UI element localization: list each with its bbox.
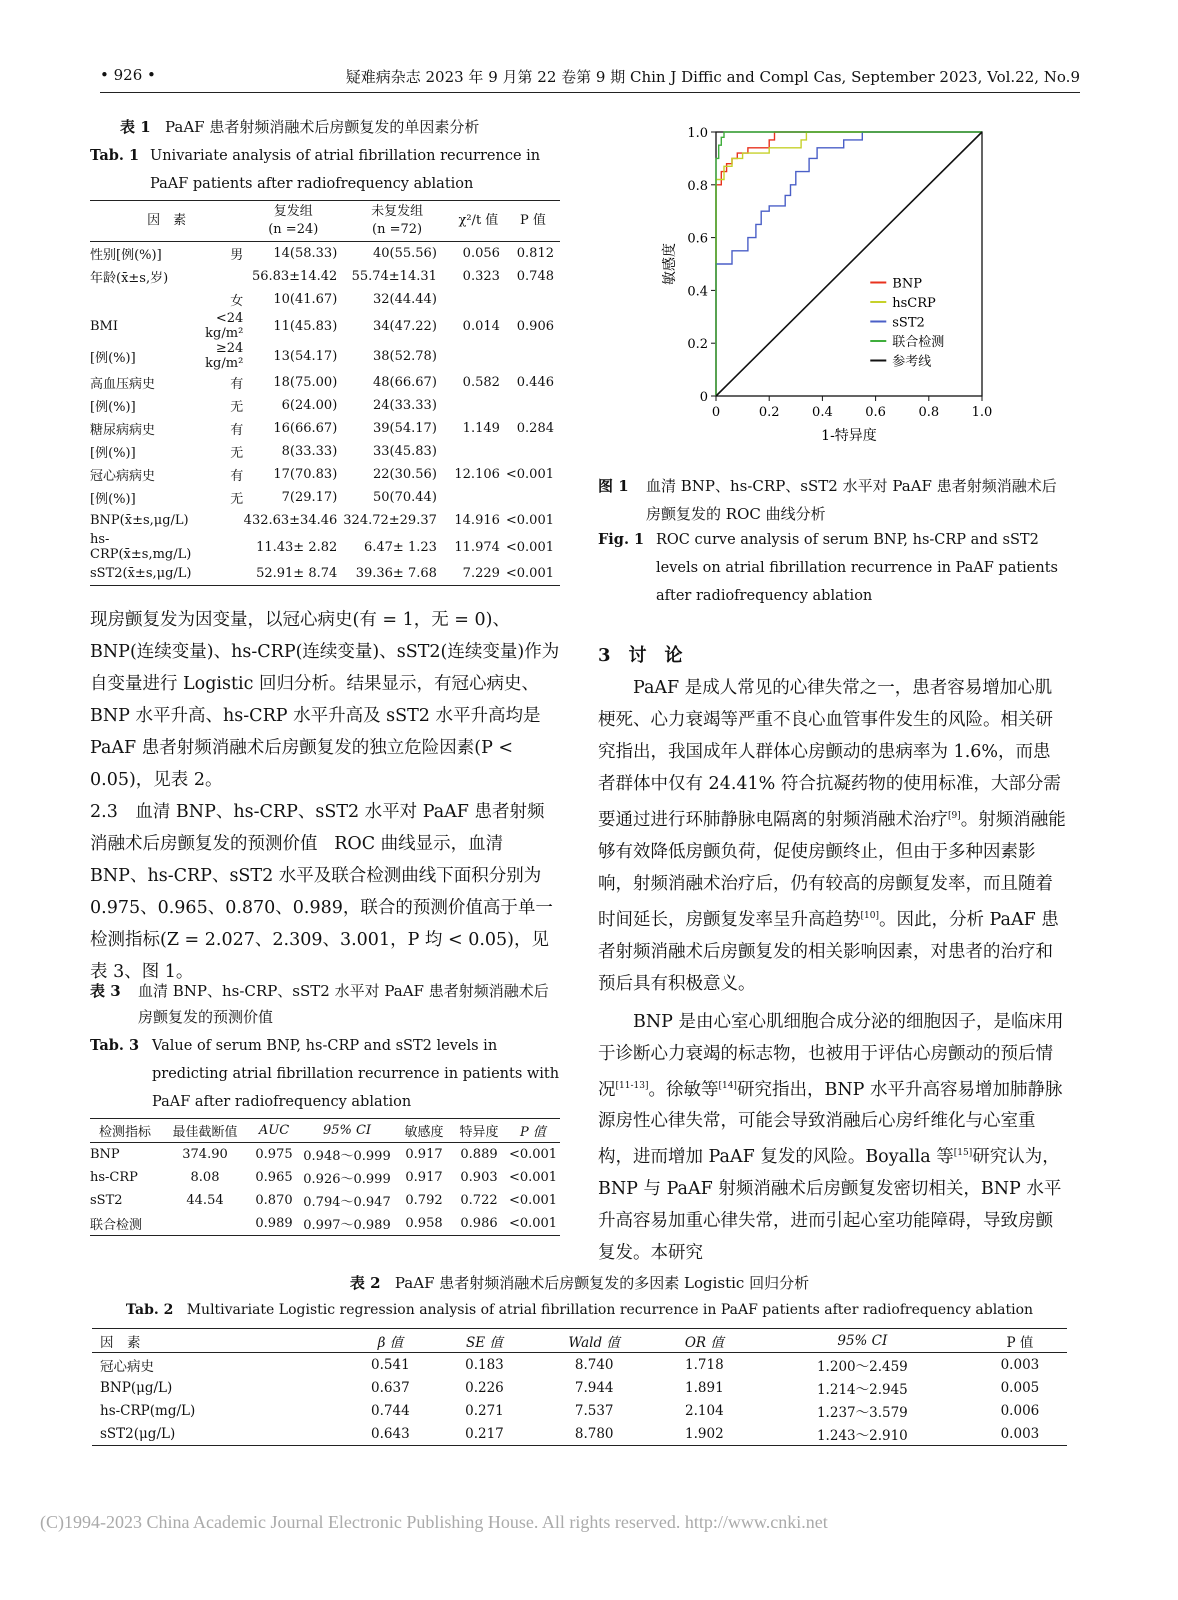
y-tick-label: 1.0 bbox=[687, 126, 708, 141]
table1-title-zh: PaAF 患者射频消融术后房颤复发的单因素分析 bbox=[164, 118, 480, 136]
y-tick-label: 0.2 bbox=[687, 337, 708, 353]
table-cell: [例(%)] bbox=[90, 446, 136, 461]
table-header-cell: Wald 值 bbox=[568, 1334, 620, 1351]
figure1-caption-zh bbox=[598, 472, 1068, 528]
table-cell: 0.183 bbox=[465, 1356, 504, 1373]
table-row bbox=[90, 394, 560, 417]
table3-label-en: Tab. 3 bbox=[90, 1037, 140, 1054]
section-2-3-heading: 2.3 血清 BNP、hs-CRP、sST2 水平对 PaAF 患者射频消融术后房颤复发的预测价值 bbox=[90, 802, 545, 854]
table3-title-en: Value of serum BNP, hs-CRP and sST2 levels in predicting atrial fibrillation recurrence in patients with PaAF after radiofrequency ablation bbox=[152, 1038, 560, 1110]
table-row bbox=[90, 288, 560, 311]
table-row bbox=[90, 311, 560, 341]
table-cell: hs-CRP(x̄±s,mg/L) bbox=[90, 532, 192, 562]
table2 bbox=[92, 1328, 1067, 1446]
table3-body bbox=[90, 1143, 560, 1236]
table-cell: 0.284 bbox=[516, 421, 554, 436]
table3-title-zh: 血清 BNP、hs-CRP、sST2 水平对 PaAF 患者射频消融术后房颤复发的预测价值 bbox=[138, 982, 549, 1026]
table-cell: [例(%)] bbox=[90, 350, 136, 366]
legend-label: hsCRP bbox=[892, 295, 936, 311]
discussion-paragraph-2 bbox=[598, 1006, 1068, 1270]
table-cell: 0.748 bbox=[516, 269, 554, 284]
table-cell: 12.106 bbox=[454, 467, 500, 482]
table-row bbox=[92, 1422, 1067, 1446]
table-row bbox=[90, 532, 560, 562]
table-cell: hs-CRP bbox=[90, 1170, 138, 1185]
table2-title-en: Multivariate Logistic regression analysis of atrial fibrillation recurrence in PaAF patients after radiofrequency ablation bbox=[186, 1302, 1034, 1318]
table-header-cell: P 值 bbox=[520, 1125, 546, 1140]
table-cell: 0.906 bbox=[516, 318, 554, 334]
table-cell: 432.63±34.46 bbox=[243, 513, 338, 528]
y-tick-label: 0.4 bbox=[687, 284, 708, 300]
table-cell: 高血压病史 bbox=[90, 377, 156, 392]
table-cell: 1.200～2.459 bbox=[816, 1358, 908, 1375]
table-cell: [例(%)] bbox=[90, 492, 136, 507]
t1-head-p: P 值 bbox=[520, 213, 546, 228]
table-cell: 0.997～0.989 bbox=[303, 1218, 391, 1233]
table-cell: 16(66.67) bbox=[273, 421, 338, 436]
table-cell bbox=[506, 288, 560, 311]
disc-p2-b: 。徐敏等 bbox=[648, 1079, 719, 1100]
t1-head-non-n: (n =72) bbox=[372, 222, 423, 237]
legend-label: BNP bbox=[892, 276, 922, 292]
table-cell: 8(33.33) bbox=[281, 444, 338, 459]
table-cell: 2.104 bbox=[685, 1402, 724, 1419]
table-cell bbox=[451, 288, 506, 311]
table-row bbox=[90, 242, 560, 266]
table-cell: 24(33.33) bbox=[372, 398, 437, 413]
table-cell: 0.226 bbox=[465, 1379, 504, 1396]
roc-series-4 bbox=[716, 132, 982, 396]
table-cell: <0.001 bbox=[505, 566, 554, 581]
table-cell bbox=[506, 394, 560, 417]
table2-caption-en bbox=[92, 1296, 1067, 1324]
table-row bbox=[90, 562, 560, 586]
table-row bbox=[92, 1353, 1067, 1377]
table-row bbox=[92, 1399, 1067, 1422]
section-3-heading: 3 讨 论 bbox=[598, 645, 683, 666]
table-cell: 6(24.00) bbox=[281, 398, 338, 413]
table-cell: 有 bbox=[230, 423, 244, 438]
table-cell: 0.271 bbox=[465, 1402, 504, 1419]
copyright-footer: (C)1994-2023 China Academic Journal Electronic Publishing House. All rights reserved. http://www.cnki.net bbox=[40, 1512, 828, 1532]
table-cell bbox=[197, 509, 244, 532]
table-cell: 8.08 bbox=[190, 1170, 220, 1185]
left-text bbox=[90, 604, 560, 988]
table-cell: 1.891 bbox=[685, 1379, 724, 1396]
y-axis-label: 敏感度 bbox=[662, 243, 678, 285]
table-cell: 1.237～3.579 bbox=[816, 1404, 908, 1421]
disc-p1-a: PaAF 是成人常见的心律失常之一，患者容易增加心肌梗死、心力衰竭等严重不良心血管事件发生的风险。相关研究指出，我国成年人群体心房颤动的患病率为 1.6%，而患者群体中仅有 24.41% 符合抗凝药物的使用标准，大部分需要通过进行环肺静脉电隔离的射频消融术治疗 bbox=[598, 678, 1061, 830]
table-cell: 11(45.83) bbox=[273, 318, 338, 334]
table-header-cell: 95% CI bbox=[322, 1123, 372, 1138]
table-cell: 7.944 bbox=[574, 1379, 614, 1396]
table-cell: 有 bbox=[230, 377, 244, 392]
table-cell: 33(45.83) bbox=[372, 444, 437, 459]
table-cell: 14.916 bbox=[454, 513, 500, 528]
table-cell bbox=[197, 265, 244, 288]
table-cell: 11.974 bbox=[454, 539, 500, 555]
table-cell: 0.917 bbox=[405, 1147, 443, 1162]
running-header bbox=[100, 66, 1080, 90]
table3-caption-zh bbox=[90, 978, 560, 1030]
table-cell: 13(54.17) bbox=[273, 348, 338, 364]
table1-body bbox=[90, 242, 560, 586]
y-tick-label: 0 bbox=[699, 390, 708, 405]
table1-title-en: Univariate analysis of atrial fibrillation recurrence in PaAF patients after radiofrequency ablation bbox=[150, 148, 541, 192]
table-cell: 女 bbox=[230, 294, 244, 309]
table-cell: 0.744 bbox=[371, 1402, 410, 1419]
table-header-cell: 95% CI bbox=[837, 1332, 888, 1349]
ref-9: [9] bbox=[948, 811, 961, 821]
disc-p2-c: 研究指出，BNP 水平升高容易增加肺静脉源房性心律失常，可能会导致消融后心房纤维化与心室重构，进而增加 PaAF 复发的风险。Boyalla 等 bbox=[598, 1079, 1063, 1168]
table3-caption-en bbox=[90, 1032, 560, 1116]
table3 bbox=[90, 1118, 560, 1236]
table-cell: 1.214～2.945 bbox=[816, 1381, 908, 1398]
table-cell: 0.003 bbox=[1000, 1356, 1040, 1373]
table-header-cell: 特异度 bbox=[459, 1125, 499, 1140]
table-cell bbox=[451, 394, 506, 417]
table-cell: 39(54.17) bbox=[372, 421, 437, 436]
disc-p1-b: 。射频消融能够有效降低房颤负荷，促使房颤终止，但由于多种因素影响，射频消融术治疗后，仍有较高的房颤复发率，而且随着时间延长，房颤复发率呈升高趋势 bbox=[598, 809, 1066, 930]
x-tick-label: 0 bbox=[711, 405, 721, 420]
figure1-caption-en bbox=[598, 526, 1068, 610]
table-cell: 1.902 bbox=[685, 1425, 724, 1442]
table1-label-zh: 表 1 bbox=[120, 118, 151, 136]
discussion bbox=[598, 640, 1068, 1269]
table-cell bbox=[197, 532, 244, 562]
table-cell: <0.001 bbox=[508, 1216, 558, 1231]
x-axis-label: 1-特异度 bbox=[821, 428, 877, 444]
table-cell bbox=[506, 440, 560, 463]
table-cell: 39.36± 7.68 bbox=[355, 566, 437, 581]
table-row bbox=[90, 440, 560, 463]
table-cell: <0.001 bbox=[505, 467, 554, 482]
ref-14: [14] bbox=[718, 1080, 737, 1091]
t1-head-non-label: 未复发组 bbox=[371, 204, 424, 219]
table-cell: 22(30.56) bbox=[372, 467, 437, 482]
table-row bbox=[90, 371, 560, 394]
table-cell: <0.001 bbox=[508, 1170, 558, 1185]
table-cell: 0.446 bbox=[516, 375, 554, 390]
table-cell: 年龄(x̄±s,岁) bbox=[90, 271, 169, 286]
t1-head-rec-n: (n =24) bbox=[268, 222, 319, 237]
table-cell: 55.74±14.31 bbox=[351, 269, 437, 284]
table-cell: 0.056 bbox=[462, 246, 500, 261]
table3-header bbox=[90, 1119, 560, 1143]
section-2-3-text: ROC 曲线显示，血清 BNP、hs-CRP、sST2 水平及联合检测曲线下面积分别为 0.975、0.965、0.870、0.989，联合的预测价值高于单一检测指标(Z = 2.027、2.309、3.001，P 均 < 0.05)，见表 3、图 1。 bbox=[90, 834, 553, 982]
table-cell: 10(41.67) bbox=[273, 292, 338, 307]
table-cell: hs-CRP(mg/L) bbox=[100, 1402, 196, 1419]
table-row bbox=[90, 486, 560, 509]
table-cell: sST2(μg/L) bbox=[100, 1425, 176, 1442]
table1-caption-en bbox=[90, 142, 560, 198]
roc-chart bbox=[660, 112, 1040, 452]
figure1-title-en: ROC curve analysis of serum BNP, hs-CRP and sST2 levels on atrial fibrillation recurrence in PaAF patients after radiofrequency ablation bbox=[656, 532, 1058, 604]
x-tick-label: 0.8 bbox=[918, 405, 940, 420]
table3-label-zh: 表 3 bbox=[90, 982, 121, 1000]
y-tick-label: 0.8 bbox=[687, 178, 708, 194]
table-cell: 联合检测 bbox=[90, 1218, 143, 1233]
table-cell: 14(58.33) bbox=[273, 246, 338, 261]
table-row bbox=[92, 1376, 1067, 1399]
table-row bbox=[90, 509, 560, 532]
table-cell: 8.740 bbox=[574, 1356, 614, 1373]
table-header-cell: 敏感度 bbox=[404, 1125, 444, 1140]
table-cell: 0.541 bbox=[371, 1356, 410, 1373]
table2-title-zh: PaAF 患者射频消融术后房颤复发的多因素 Logistic 回归分析 bbox=[394, 1274, 810, 1292]
table-cell: 无 bbox=[230, 400, 244, 415]
table-cell: 40(55.56) bbox=[372, 246, 437, 261]
table-cell bbox=[90, 288, 197, 311]
table-cell: 17(70.83) bbox=[273, 467, 338, 482]
table-cell: 374.90 bbox=[182, 1147, 228, 1162]
table-cell: 0.975 bbox=[255, 1147, 293, 1162]
table-header-cell: OR 值 bbox=[684, 1334, 724, 1351]
table-cell: 11.43± 2.82 bbox=[256, 539, 338, 555]
legend-label: sST2 bbox=[892, 315, 925, 331]
table-cell: sST2(x̄±s,μg/L) bbox=[90, 566, 192, 581]
table-cell: 52.91± 8.74 bbox=[256, 566, 338, 581]
table-cell: 性别[例(%)] bbox=[90, 248, 162, 263]
table-cell bbox=[451, 341, 506, 371]
table2-caption-zh bbox=[92, 1272, 1067, 1293]
table-cell: 0.792 bbox=[405, 1193, 443, 1208]
table-cell: 0.005 bbox=[1000, 1379, 1040, 1396]
table1 bbox=[90, 200, 560, 586]
t1-head-rec bbox=[243, 201, 343, 242]
table-cell: 1.243～2.910 bbox=[816, 1427, 908, 1444]
table-cell: sST2 bbox=[90, 1193, 123, 1208]
paragraph-regression: 现房颤复发为因变量，以冠心病史(有 = 1，无 = 0)、BNP(连续变量)、hs-CRP(连续变量)、sST2(连续变量)作为自变量进行 Logistic 回归分析。结果显示，有冠心病史、BNP 水平升高、hs-CRP 水平升高及 sST2 水平升高均是 PaAF 患者射频消融术后房颤复发的独立危险因素(P < 0.05)，见表 2。 bbox=[90, 610, 560, 790]
figure1-title-zh: 血清 BNP、hs-CRP、sST2 水平对 PaAF 患者射频消融术后房颤复发的 ROC 曲线分析 bbox=[646, 477, 1057, 523]
table-cell: 0.958 bbox=[405, 1216, 443, 1231]
table-cell: 0.217 bbox=[465, 1425, 504, 1442]
table-cell bbox=[506, 341, 560, 371]
table-cell: 0.323 bbox=[462, 269, 500, 284]
disc-p2-d: 研究认为，BNP 与 PaAF 射频消融术后房颤复发密切相关，BNP 水平升高容易加重心律失常，进而引起心室功能障碍，导致房颤复发。本研究 bbox=[598, 1147, 1062, 1264]
x-tick-label: 1.0 bbox=[971, 405, 993, 420]
header-rule bbox=[100, 92, 1080, 93]
table-cell: 0.989 bbox=[255, 1216, 293, 1231]
table-cell: ≥24 kg/m² bbox=[205, 341, 244, 371]
table-cell: <0.001 bbox=[505, 539, 554, 555]
table-cell: 32(44.44) bbox=[372, 292, 437, 307]
table-cell: 0.948～0.999 bbox=[303, 1149, 391, 1164]
table-row bbox=[90, 1166, 560, 1189]
table-cell: 0.794～0.947 bbox=[303, 1195, 391, 1210]
t1-head-rec-label: 复发组 bbox=[273, 204, 313, 219]
table-row bbox=[90, 1189, 560, 1212]
y-tick-label: 0.6 bbox=[687, 231, 708, 247]
table-cell: BNP(μg/L) bbox=[100, 1379, 173, 1396]
legend-label: 参考线 bbox=[892, 354, 932, 370]
table-cell: 冠心病病史 bbox=[90, 469, 156, 484]
disc-p1-c: 。因此，分析 PaAF 患者射频消融术后房颤复发的相关影响因素，对患者的治疗和预后具有积极意义。 bbox=[598, 909, 1059, 994]
table-cell bbox=[451, 440, 506, 463]
table-cell: 无 bbox=[230, 492, 244, 507]
table-cell: 56.83±14.42 bbox=[251, 269, 338, 284]
discussion-paragraph-1 bbox=[598, 672, 1068, 1000]
table-cell: 有 bbox=[230, 469, 244, 484]
ref-15: [15] bbox=[953, 1148, 973, 1159]
table-header-cell: 最佳截断值 bbox=[172, 1125, 238, 1140]
table2-label-zh: 表 2 bbox=[349, 1274, 381, 1292]
table2-header bbox=[92, 1329, 1067, 1353]
x-tick-label: 0.6 bbox=[865, 405, 886, 420]
table-cell: <24 kg/m² bbox=[205, 311, 244, 341]
table-cell: 324.72±29.37 bbox=[343, 513, 437, 528]
table-cell: 0.870 bbox=[255, 1193, 293, 1208]
table-cell: 7(29.17) bbox=[281, 490, 338, 505]
table-header-cell: β 值 bbox=[377, 1334, 404, 1351]
table-header-cell: SE 值 bbox=[466, 1334, 503, 1351]
table-cell: <0.001 bbox=[508, 1147, 558, 1162]
table-cell: 0.637 bbox=[371, 1379, 410, 1396]
table-cell: 7.537 bbox=[574, 1402, 614, 1419]
table2-body bbox=[92, 1353, 1067, 1446]
table-cell: 7.229 bbox=[462, 566, 500, 581]
table-cell: 0.003 bbox=[1000, 1425, 1040, 1442]
table1-label-en: Tab. 1 bbox=[90, 147, 140, 164]
t1-head-non bbox=[343, 201, 451, 242]
table-header-cell: AUC bbox=[258, 1123, 290, 1138]
table-cell: 1.149 bbox=[462, 421, 500, 436]
table-cell: 无 bbox=[230, 446, 244, 461]
table-cell: 0.643 bbox=[371, 1425, 410, 1442]
table-header-cell: 因 素 bbox=[100, 1334, 141, 1351]
table-cell: [例(%)] bbox=[90, 400, 136, 415]
table-row bbox=[90, 265, 560, 288]
table-cell: 34(47.22) bbox=[372, 318, 437, 334]
table-cell: 1.718 bbox=[685, 1356, 724, 1373]
figure1-label-zh: 图 1 bbox=[598, 477, 629, 495]
t1-head-factor: 因 素 bbox=[147, 213, 187, 228]
table-cell bbox=[197, 562, 244, 586]
x-tick-label: 0.4 bbox=[812, 405, 833, 420]
table-cell: 男 bbox=[230, 248, 244, 263]
table-cell: <0.001 bbox=[508, 1193, 558, 1208]
table-cell: 0.903 bbox=[460, 1170, 498, 1185]
figure1-label-en: Fig. 1 bbox=[598, 531, 645, 548]
table-cell: <0.001 bbox=[505, 513, 554, 528]
page-number: • 926 • bbox=[100, 66, 156, 84]
ref-10: [10] bbox=[860, 910, 879, 921]
table-row bbox=[90, 1143, 560, 1167]
ref-11-13: [11-13] bbox=[615, 1080, 649, 1091]
table-cell: 0.889 bbox=[460, 1147, 498, 1162]
table-cell: 0.812 bbox=[516, 246, 554, 261]
table-cell: 0.986 bbox=[460, 1216, 498, 1231]
table-cell: 18(75.00) bbox=[273, 375, 338, 390]
table-row bbox=[90, 417, 560, 440]
table-cell: 0.917 bbox=[405, 1170, 443, 1185]
table-cell: 50(70.44) bbox=[372, 490, 437, 505]
table-row bbox=[90, 1212, 560, 1236]
table-cell: 糖尿病病史 bbox=[90, 423, 156, 438]
table-cell: 0.014 bbox=[462, 318, 500, 334]
table-row bbox=[90, 341, 560, 371]
journal-info: 疑难病杂志 2023 年 9 月第 22 卷第 9 期 Chin J Diffic and Compl Cas, September 2023, Vol.22, No.9 bbox=[345, 68, 1080, 86]
table-row bbox=[90, 463, 560, 486]
table-cell: 0.926～0.999 bbox=[303, 1172, 391, 1187]
table-cell: 冠心病史 bbox=[100, 1358, 154, 1375]
table-cell: BNP(x̄±s,μg/L) bbox=[90, 513, 189, 528]
table-cell: 8.780 bbox=[574, 1425, 614, 1442]
paragraph-2-3 bbox=[90, 796, 560, 988]
table-cell: BNP bbox=[90, 1147, 120, 1162]
table-cell: 44.54 bbox=[186, 1193, 224, 1208]
x-tick-label: 0.2 bbox=[758, 405, 780, 420]
t1-head-stat: χ²/t 值 bbox=[458, 213, 499, 228]
table-header-cell: P 值 bbox=[1006, 1334, 1034, 1351]
table-cell: 0.965 bbox=[255, 1170, 293, 1185]
table-cell: 0.006 bbox=[1000, 1402, 1040, 1419]
table-cell bbox=[160, 1212, 250, 1236]
table-cell bbox=[451, 486, 506, 509]
table-cell: 0.722 bbox=[460, 1193, 498, 1208]
table-cell: BMI bbox=[90, 318, 118, 334]
table1-caption-zh bbox=[120, 116, 560, 137]
table-cell bbox=[506, 486, 560, 509]
legend-label: 联合检测 bbox=[892, 334, 945, 350]
disc-p2-a: BNP 是由心室心肌细胞合成分泌的细胞因子，是临床用于诊断心力衰竭的标志物，也被用于评估心房颤动的预后情况 bbox=[598, 1011, 1064, 1100]
table-header-cell: 检测指标 bbox=[98, 1125, 151, 1140]
table-cell: 38(52.78) bbox=[372, 348, 437, 364]
table2-label-en: Tab. 2 bbox=[125, 1302, 174, 1318]
table-cell: 6.47± 1.23 bbox=[363, 539, 437, 555]
table-cell: 0.582 bbox=[462, 375, 500, 390]
table-cell: 48(66.67) bbox=[372, 375, 437, 390]
